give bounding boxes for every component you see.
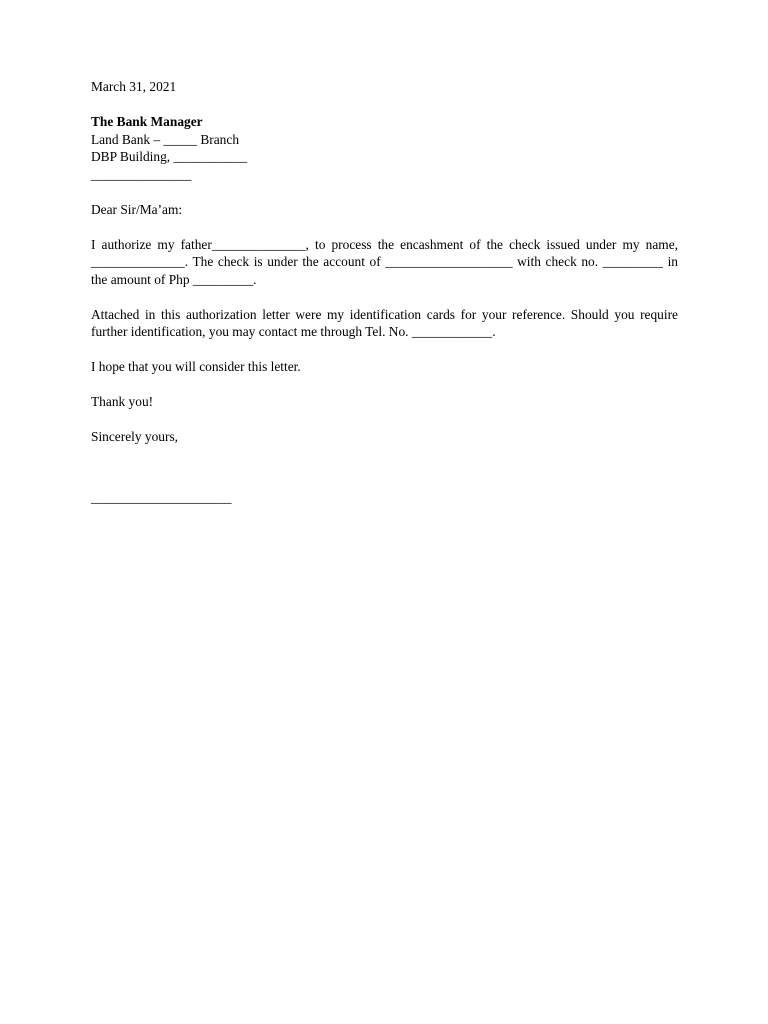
paragraph-authorization: I authorize my father______________, to process the encashment of the check issued under my name, ______________. The check is under the account of ___________________ with check no. _________ in the amount of Php _________.	[91, 236, 678, 287]
salutation: Dear Sir/Ma’am:	[91, 201, 183, 217]
recipient-title: The Bank Manager	[91, 114, 203, 129]
letter-date: March 31, 2021	[91, 79, 177, 94]
closing: Sincerely yours,	[91, 429, 179, 444]
paragraph-thanks: Thank you!	[91, 394, 154, 409]
paragraph-hope: I hope that you will consider this letter.	[91, 359, 301, 374]
recipient-extra-line: _______________	[91, 166, 192, 182]
letter-body	[91, 78, 678, 463]
paragraph-attachments: Attached in this authorization letter were my identification cards for your reference. Should you require further identification, you may contact me through Tel. No. ____________.	[91, 306, 678, 339]
recipient-branch: Land Bank – _____ Branch	[91, 131, 240, 147]
recipient-address	[91, 113, 678, 183]
recipient-building: DBP Building, ___________	[91, 149, 248, 164]
signature-line: _____________________	[91, 490, 232, 505]
